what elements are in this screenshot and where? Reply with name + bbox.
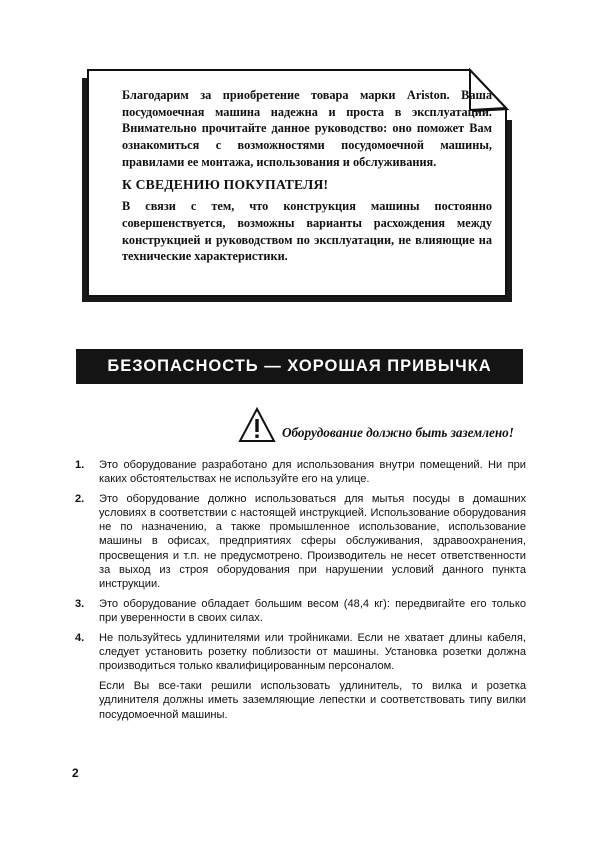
- grounding-warning: [238, 406, 528, 446]
- warning-triangle-icon: [238, 406, 276, 444]
- list-item: [75, 458, 526, 486]
- list-item: [75, 597, 526, 625]
- list-item: [75, 631, 526, 722]
- page-number: 2: [72, 766, 79, 780]
- item-number: 3.: [75, 597, 85, 610]
- section-title-banner: БЕЗОПАСНОСТЬ — ХОРОШАЯ ПРИВЫЧКА: [76, 349, 523, 384]
- note-heading: К СВЕДЕНИЮ ПОКУПАТЕЛЯ!: [122, 176, 329, 192]
- note-intro: Благодарим за приобретение товара марки Ariston. Ваша посудомоечная машина надежна и проста в эксплуатации. Внимательно прочитайте данное руководство: оно поможет Вам ознакомиться с возможностями посудомоечной машины, правилами ее монтажа, использования и обслуживания.: [122, 88, 492, 169]
- item-text: Не пользуйтесь удлинителями или тройниками. Если не хватает длины кабеля, следует установить розетку поблизости от машины. Установка розетки должна производиться только квалифицированным персоналом.: [99, 632, 526, 673]
- intro-note-box: [74, 66, 518, 304]
- item-extra-text: Если Вы все-таки решили использовать удлинитель, то вилка и розетка удлинителя должны иметь заземляющие лепестки и соответствовать типу вилки посудомоечной машины.: [99, 680, 526, 721]
- list-item: [75, 492, 526, 591]
- item-number: 1.: [75, 459, 85, 471]
- warning-text: Оборудование должно быть заземлено!: [282, 425, 514, 440]
- item-text: Это оборудование разработано для использования внутри помещений. Ни при каких обстоятельствах не используйте его на улице.: [99, 459, 526, 486]
- item-text: Это оборудование должно использоваться для мытья посуды в домашних условиях в соответствии с настоящей инструкцией. Использование оборудования не по назначению, а также промышленное использование, использование машины в офисах, предприятиях сферы обслуживания, здравоохранения, просвещения и т.п. не предусмотрено. Производитель не несет ответственности за выход из строя оборудования при нарушении условий данного пункта инструкции.: [99, 493, 526, 590]
- item-number: 4.: [75, 632, 85, 645]
- note-notice: В связи с тем, что конструкция машины постоянно совершенствуется, возможны варианты расхождения между конструкцией и руководством по эксплуатации, не влияющие на технические характеристики.: [122, 199, 492, 264]
- safety-list: [75, 458, 526, 728]
- item-text: Это оборудование обладает большим весом (48,4 кг): передвигайте его только при уверенности в своих силах.: [99, 597, 526, 624]
- item-number: 2.: [75, 493, 85, 506]
